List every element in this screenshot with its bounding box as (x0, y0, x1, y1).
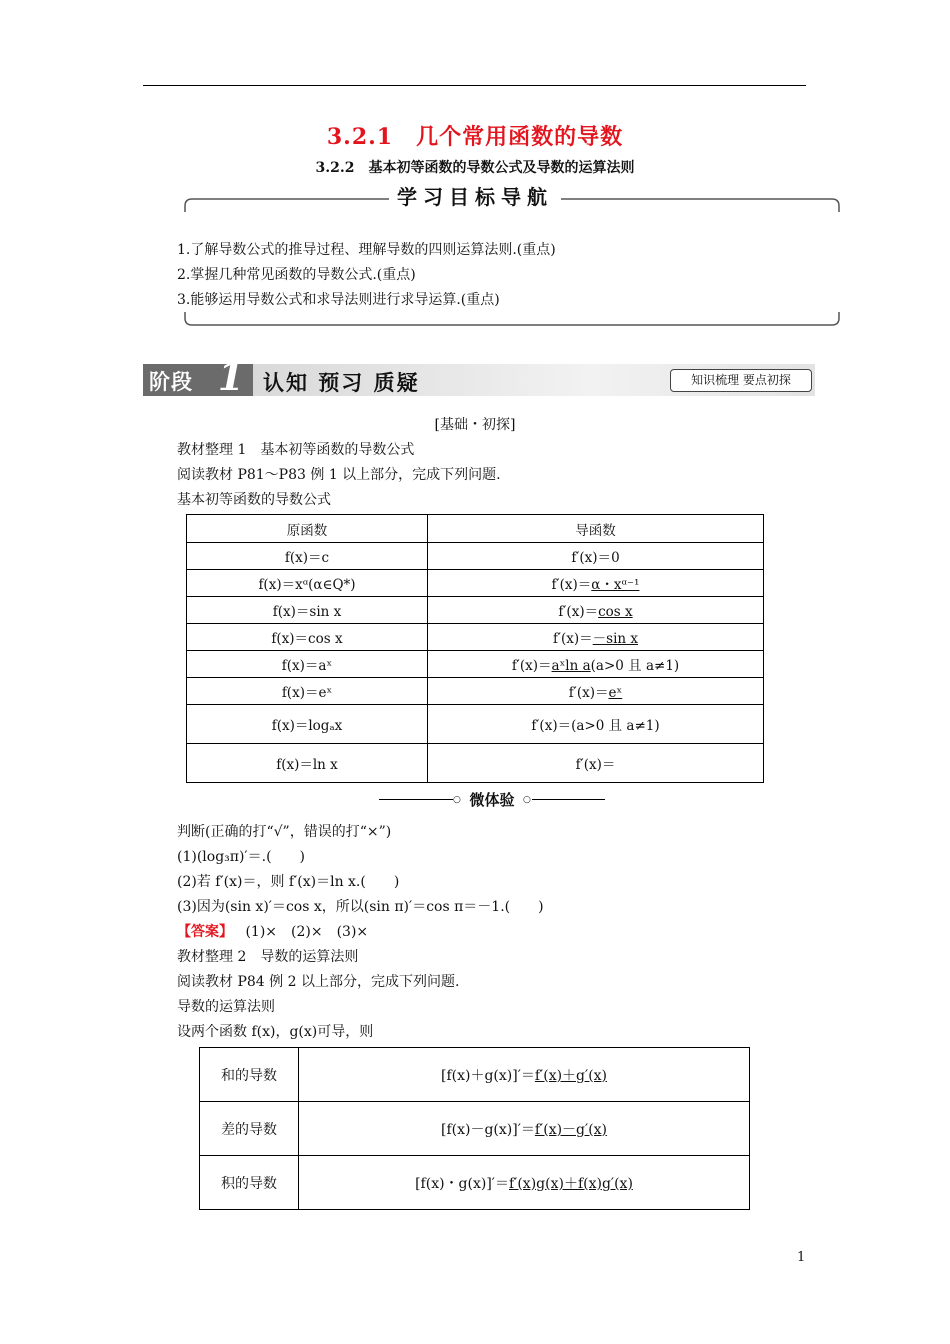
orig-cell: f(x)＝c (187, 543, 428, 570)
deriv-cell (428, 705, 764, 744)
stage-number: 1 (217, 354, 245, 399)
rule-name: 差的导数 (200, 1102, 299, 1156)
orig-cell: f(x)＝logₐx (187, 705, 428, 744)
rule-lhs: [f(x)・g(x)]′＝ (415, 1175, 509, 1192)
stage-banner (143, 354, 815, 399)
rule-formula (299, 1102, 750, 1156)
deriv-answer: aˣln a (551, 658, 591, 674)
derivative-formula-table (186, 514, 764, 783)
deriv-answer: －sin x (592, 631, 639, 647)
deriv-prefix: f′(x)＝ (568, 685, 609, 701)
orig-cell: f(x)＝xᵅ(α∈Q*) (187, 570, 428, 597)
deriv-suffix: (a>0 且 a≠1) (590, 658, 680, 674)
rule-rhs: f′(x)g(x)＋f(x)g′(x) (508, 1175, 633, 1192)
table-row (187, 597, 764, 624)
rule-formula (299, 1048, 750, 1102)
section-note: [基础・初探] (434, 417, 516, 433)
deriv-answer: cos x (598, 604, 633, 620)
rule-name: 和的导数 (200, 1048, 299, 1102)
table-row (187, 705, 764, 744)
deriv-cell (428, 597, 764, 624)
mini-exp-instruction: 判断(正确的打“√”，错误的打“×”) (177, 824, 392, 840)
orig-cell: f(x)＝ln x (187, 744, 428, 783)
section-title: 3.2.1 几个常用函数的导数 (326, 124, 624, 150)
deriv-prefix: f′(x)＝ (571, 550, 612, 566)
material2-premise: 设两个函数 f(x)，g(x)可导，则 (177, 1024, 374, 1040)
table-row (187, 624, 764, 651)
material2-reading: 阅读教材 P84 例 2 以上部分，完成下列问题. (177, 974, 460, 990)
divider (379, 799, 453, 800)
goal-item: 1.了解导数公式的推导过程、理解导数的四则运算法则.(重点) (177, 242, 556, 258)
answer-label: 【答案】 (177, 924, 233, 940)
rule-name: 积的导数 (200, 1156, 299, 1210)
rule-rhs: f′(x)＋g′(x) (534, 1067, 608, 1084)
material1-table-title: 基本初等函数的导数公式 (177, 492, 331, 508)
deriv-prefix: f′(x)＝ (558, 604, 599, 620)
material2-subheading: 导数的运算法则 (177, 999, 275, 1015)
mini-exp-heading (379, 789, 605, 811)
material2-heading: 教材整理 2 导数的运算法则 (177, 949, 359, 965)
table-header-row (187, 515, 764, 543)
table-row (200, 1156, 750, 1210)
deriv-cell (428, 570, 764, 597)
mini-exp-heading-text: 微体验 (469, 791, 515, 809)
table-row (187, 651, 764, 678)
rule-rhs: f′(x)－g′(x) (534, 1121, 608, 1138)
divider (532, 799, 605, 800)
table-row (187, 744, 764, 783)
table-row (200, 1102, 750, 1156)
answer-line (177, 921, 368, 941)
goal-item: 2.掌握几种常见函数的导数公式.(重点) (177, 267, 416, 283)
deriv-cell (428, 744, 764, 783)
table-row (187, 678, 764, 705)
deriv-cell (428, 678, 764, 705)
mini-exp-item: (2)若 f′(x)＝，则 f′(x)＝ln x.( ) (177, 874, 400, 890)
deriv-prefix: f′(x)＝ (511, 658, 552, 674)
header-cell: 导函数 (428, 515, 764, 543)
rule-formula (299, 1156, 750, 1210)
deriv-answer: α・xᵅ⁻¹ (591, 577, 640, 593)
table-row (187, 570, 764, 597)
deriv-prefix: f′(x)＝ (575, 757, 616, 773)
deriv-cell (428, 624, 764, 651)
deriv-suffix: (a>0 且 a≠1) (571, 718, 660, 734)
circle-icon: ○ (453, 795, 461, 805)
goal-item: 3.能够运用导数公式和求导法则进行求导运算.(重点) (177, 292, 500, 308)
deriv-cell (428, 543, 764, 570)
circle-icon: ○ (523, 795, 531, 805)
deriv-prefix: f′(x)＝ (531, 718, 572, 734)
rule-lhs: [f(x)＋g(x)]′＝ (440, 1067, 535, 1084)
deriv-prefix: f′(x)＝ (552, 631, 593, 647)
deriv-prefix: f′(x)＝ (551, 577, 592, 593)
goals-heading-text: 学习目标导航 (389, 185, 561, 209)
orig-cell: f(x)＝eˣ (187, 678, 428, 705)
derivative-rules-table (199, 1047, 750, 1210)
section-subtitle: 3.2.2 基本初等函数的导数公式及导数的运算法则 (315, 160, 635, 176)
orig-cell: f(x)＝aˣ (187, 651, 428, 678)
stage-tag: 知识梳理 要点初探 (670, 369, 812, 392)
rule-lhs: [f(x)－g(x)]′＝ (440, 1121, 535, 1138)
material1-heading: 教材整理 1 基本初等函数的导数公式 (177, 442, 415, 458)
stage-title: 认知 预习 质疑 (263, 370, 420, 395)
orig-cell: f(x)＝cos x (187, 624, 428, 651)
table-row (200, 1048, 750, 1102)
header-cell: 原函数 (187, 515, 428, 543)
deriv-answer: 0 (611, 550, 620, 566)
material1-reading: 阅读教材 P81～P83 例 1 以上部分，完成下列问题. (177, 467, 501, 483)
deriv-cell (428, 651, 764, 678)
page-number: 1 (797, 1250, 806, 1265)
answer-text: (1)× (2)× (3)× (245, 924, 369, 940)
deriv-answer: eˣ (608, 685, 623, 701)
stage-word: 阶段 (149, 369, 193, 394)
goals-heading (0, 181, 950, 210)
top-rule (143, 85, 806, 86)
mini-exp-item: (3)因为(sin x)′＝cos x，所以(sin π)′＝cos π＝－1.( ) (177, 899, 544, 915)
mini-exp-item: (1)(log₃π)′＝.( ) (177, 849, 305, 865)
orig-cell: f(x)＝sin x (187, 597, 428, 624)
table-row (187, 543, 764, 570)
